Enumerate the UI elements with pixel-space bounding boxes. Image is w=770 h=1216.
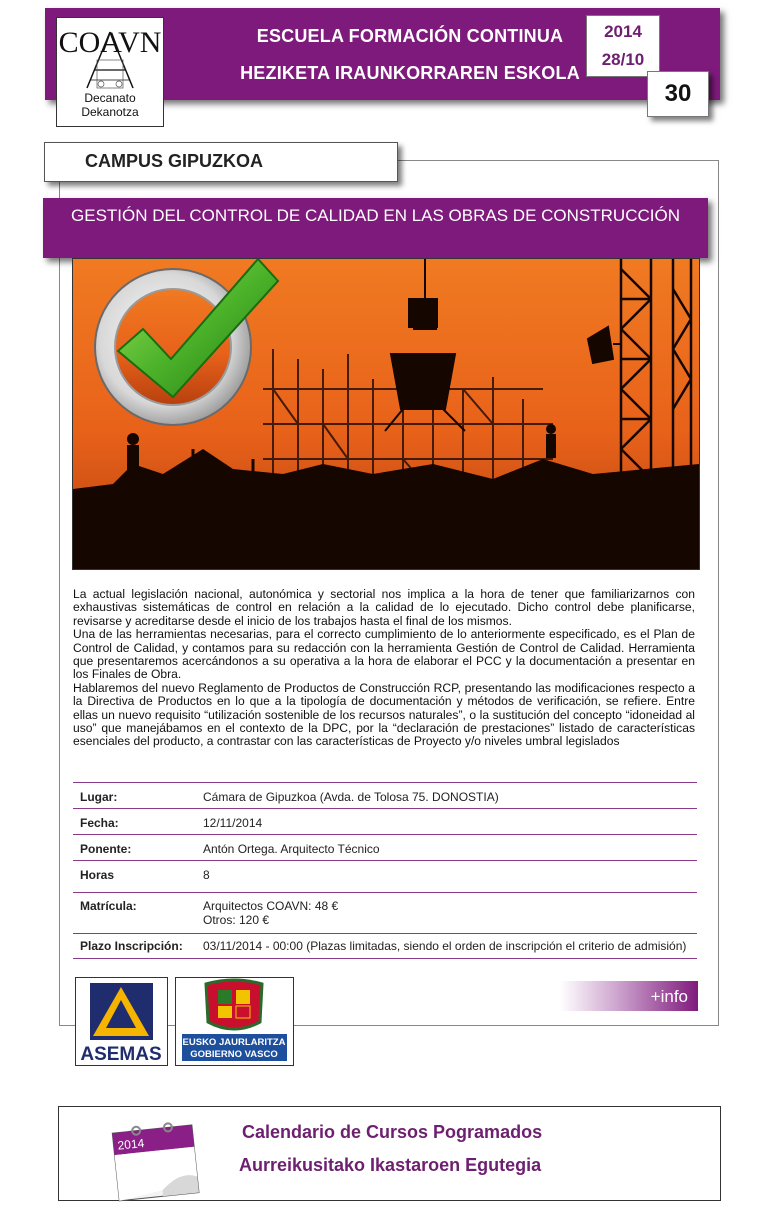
details-row-speaker [73,834,697,860]
details-row-date [73,808,697,834]
details-row-fee [73,892,697,933]
details-value: 12/11/2014 [203,816,263,830]
date-day-month: 28/10 [601,50,645,69]
logo-caption-eu: Dekanotza [81,105,139,119]
course-banner-image [72,258,700,570]
description-paragraph-3: Hablaremos del nuevo Reglamento de Productos de Construcción RCP, presentando las modificaciones respecto a la Directiva de Productos en lo que a la tipología de documentación y métodos de verificación, se refiere. Entre ellas un nuevo requisito “utilización sostenible de los recursos naturales”, o la sustitución del concepto “idoneidad al uso” que manejábamos en el contexto de la DPC, por la “declaración de prestaciones” listado de características esenciales del producto, a contrastar con las características de Proyecto y/o niveles umbral legislados [73,680,695,749]
construction-silhouette-image [73,259,699,569]
course-details-table [73,782,697,959]
school-title-eu: HEZIKETA IRAUNKORRAREN ESKOLA [240,63,580,83]
course-description [73,588,695,749]
more-info-button[interactable] [560,981,698,1011]
details-value-secondary: Otros: 120 € [203,913,270,927]
details-value: Cámara de Gipuzkoa (Avda. de Tolosa 75. DONOSTIA) [203,790,499,804]
details-label: Fecha: [80,816,119,830]
campus-label-box [44,142,398,182]
details-row-hours [73,860,697,892]
details-label: Lugar: [80,790,118,804]
calendar-icon-year: 2014 [116,1135,145,1153]
details-value: 8 [203,868,210,882]
calendar-icon [99,1111,209,1203]
euskadi-caption-es: GOBIERNO VASCO [190,1049,278,1060]
basque-government-logo[interactable] [175,977,294,1066]
course-title: GESTIÓN DEL CONTROL DE CALIDAD EN LAS OBRAS DE CONSTRUCCIÓN [71,206,680,225]
course-title-band [43,198,708,258]
logo-caption-es: Decanato [84,91,136,105]
coavn-logo-mark [57,22,163,92]
course-calendar-link[interactable] [58,1106,721,1201]
course-number: 30 [664,80,692,107]
description-paragraph-1: La actual legislación nacional, autonómica y sectorial nos implica a la hora de tener que familiarizarnos con exhaustivas sistemáticas de control en relación a la calidad de lo ejecutado. Dicho control debe planificarse, revisarse y acreditarse desde el inicio de los trabajos hasta el final de los mismos. [73,587,695,628]
description-paragraph-2: Una de las herramientas necesarias, para el correcto cumplimiento de lo anteriormente especificado, es el Plan de Control de Calidad, y contamos para su redacción con la herramienta Gestión de Control de Calidad. Herramienta que presentaremos acercándonos a su operativa a la hora de elaborar el PCC y la documentación a presentar en los Finales de Obra. [73,627,695,682]
asemas-wordmark: ASEMAS [80,1044,162,1065]
coavn-logo[interactable] [56,17,164,127]
details-label: Ponente: [80,842,132,856]
details-label: Plazo Inscripción: [80,939,183,953]
asemas-logo[interactable] [75,977,168,1066]
details-value: Arquitectos COAVN: 48 € [203,899,339,913]
details-value: 03/11/2014 - 00:00 (Plazas limitadas, siendo el orden de inscripción el criterio de admisión) [203,939,687,953]
calendar-title-eu[interactable]: Aurreikusitako Ikastaroen Egutegia [239,1155,542,1175]
basque-government-emblem [176,978,293,1065]
campus-label: CAMPUS GIPUZKOA [85,151,264,171]
details-label: Horas [80,868,115,882]
school-title-es: ESCUELA FORMACIÓN CONTINUA [256,26,564,46]
euskadi-caption-eu: EUSKO JAURLARITZA [182,1037,286,1048]
details-row-deadline [73,933,697,959]
date-year: 2014 [604,22,642,41]
more-info-label: +info [650,987,688,1006]
date-badge [586,15,660,77]
course-number-badge [647,71,709,117]
logo-wordmark: COAVN [58,26,162,59]
calendar-title-es[interactable]: Calendario de Cursos Pogramados [242,1122,543,1142]
details-label: Matrícula: [80,899,137,913]
asemas-logo-mark [76,978,167,1065]
details-row-place [73,782,697,808]
details-value: Antón Ortega. Arquitecto Técnico [203,842,380,856]
